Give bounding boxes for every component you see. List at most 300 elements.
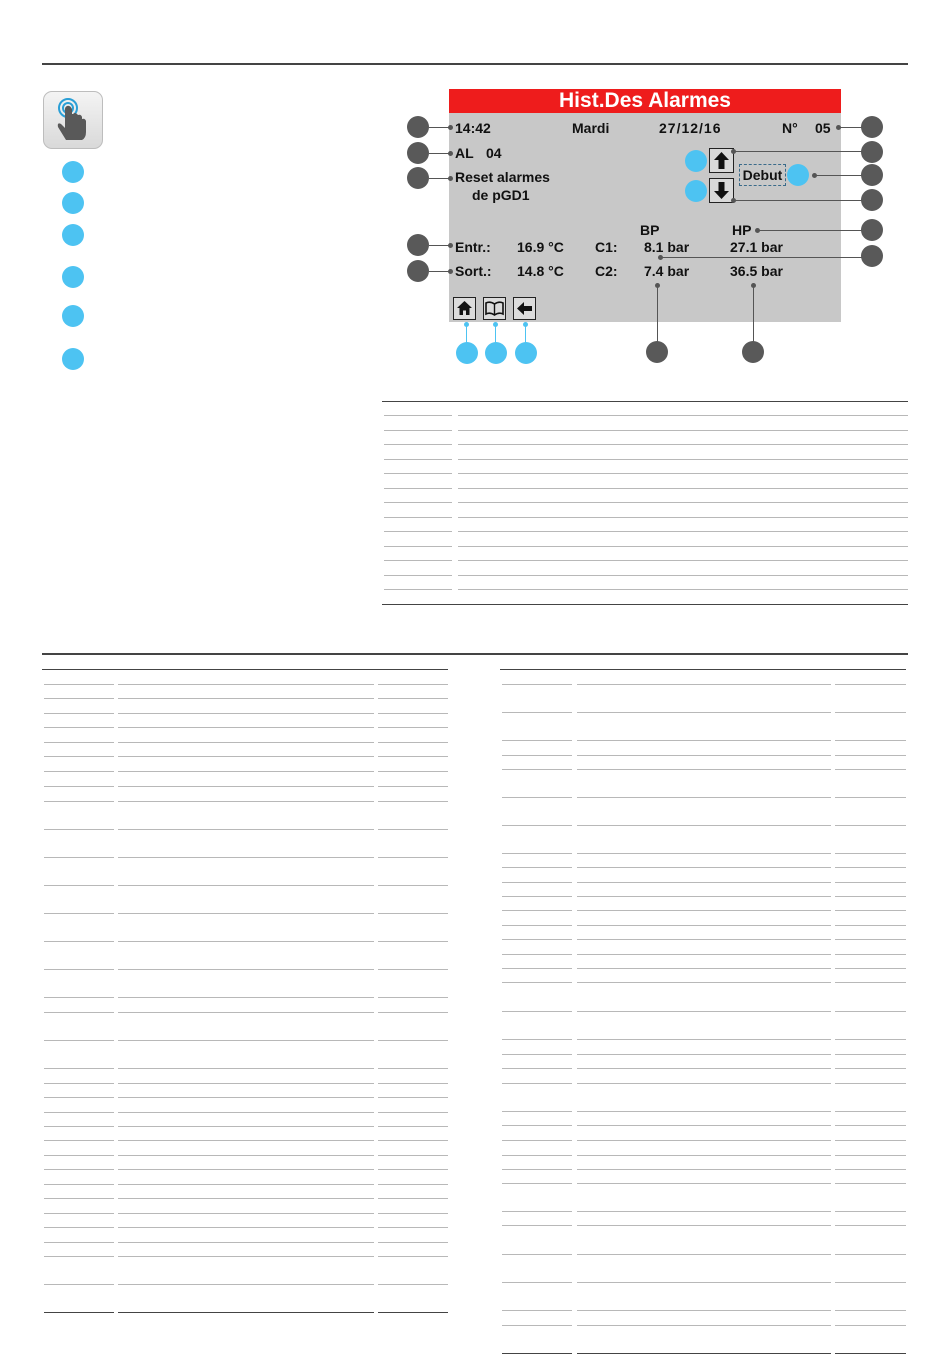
table-row-rule xyxy=(118,771,374,772)
table-row-rule xyxy=(44,1227,114,1228)
callout-marker xyxy=(407,260,429,282)
table-row-rule xyxy=(577,740,831,741)
table-row-rule xyxy=(458,488,908,489)
legend-dot xyxy=(62,266,84,288)
table-row-rule xyxy=(44,913,114,914)
table-row-rule xyxy=(384,560,452,561)
table-row-rule xyxy=(502,1111,572,1112)
legend-dot xyxy=(62,224,84,246)
callout-marker xyxy=(407,167,429,189)
table-row-rule xyxy=(502,1039,572,1040)
touch-hand-icon xyxy=(43,91,103,149)
table-row-rule xyxy=(384,473,452,474)
date-value: 27/12/16 xyxy=(659,120,722,136)
table-row-rule xyxy=(577,1140,831,1141)
callout-marker xyxy=(861,219,883,241)
table-row-rule xyxy=(378,829,448,830)
manual-button[interactable] xyxy=(483,297,506,320)
table-row-rule xyxy=(378,801,448,802)
table-row-rule xyxy=(458,560,908,561)
exit-label: Sort.: xyxy=(455,263,492,279)
table-row-rule xyxy=(378,1097,448,1098)
c2-label: C2: xyxy=(595,263,618,279)
table-row-rule xyxy=(378,1227,448,1228)
table-row-rule xyxy=(835,982,906,983)
table-row-rule xyxy=(378,771,448,772)
table-top-rule xyxy=(42,669,448,670)
table-row-rule xyxy=(502,1155,572,1156)
table-row-rule xyxy=(502,769,572,770)
table-row-rule xyxy=(118,727,374,728)
table-row-rule xyxy=(378,1213,448,1214)
callout-pin xyxy=(448,269,453,274)
table-row-rule xyxy=(378,1242,448,1243)
table-row-rule xyxy=(835,1225,906,1226)
table-row-rule xyxy=(577,1011,831,1012)
table-row-rule xyxy=(577,1310,831,1311)
callout-marker-blue xyxy=(485,342,507,364)
table-row-rule xyxy=(577,925,831,926)
table-row-rule xyxy=(378,1012,448,1013)
table-row-rule xyxy=(378,997,448,998)
callout-leader xyxy=(429,127,450,128)
entry-label: Entr.: xyxy=(455,239,491,255)
table-row-rule xyxy=(118,1068,374,1069)
callout-marker xyxy=(861,245,883,267)
table-row-rule xyxy=(502,1183,572,1184)
table-row-rule xyxy=(118,941,374,942)
table-row-rule xyxy=(378,1040,448,1041)
table-row-rule xyxy=(502,755,572,756)
callout-marker-blue xyxy=(787,164,809,186)
table-row-rule xyxy=(577,1054,831,1055)
table-row-rule xyxy=(502,896,572,897)
table-row-rule xyxy=(118,1155,374,1156)
table-row-rule xyxy=(378,1284,448,1285)
callout-pin xyxy=(448,243,453,248)
callout-marker xyxy=(861,189,883,211)
screen-title: Hist.Des Alarmes xyxy=(449,89,841,113)
table-row-rule xyxy=(577,982,831,983)
table-row-rule xyxy=(44,1242,114,1243)
table-row-rule xyxy=(835,825,906,826)
table-row-rule xyxy=(835,1211,906,1212)
callout-pin xyxy=(448,176,453,181)
table-row-rule xyxy=(118,801,374,802)
legend-dot xyxy=(62,348,84,370)
table-row-rule xyxy=(577,853,831,854)
exit-value: 14.8 °C xyxy=(517,263,564,279)
callout-leader xyxy=(657,287,658,342)
table-row-rule xyxy=(502,1140,572,1141)
table-row-rule xyxy=(384,415,452,416)
table-row-rule xyxy=(118,756,374,757)
table-row-rule xyxy=(458,430,908,431)
table-row-rule xyxy=(577,1083,831,1084)
c1-hp-value: 27.1 bar xyxy=(730,239,783,255)
table-row-rule xyxy=(458,546,908,547)
table-row-rule xyxy=(118,885,374,886)
table-row-rule xyxy=(378,756,448,757)
callout-leader xyxy=(753,287,754,342)
table-row-rule xyxy=(378,698,448,699)
table-row-rule xyxy=(44,1040,114,1041)
callout-marker-blue xyxy=(685,180,707,202)
table-row-rule xyxy=(577,882,831,883)
table-bottom-rule xyxy=(118,1312,374,1313)
table-row-rule xyxy=(118,1083,374,1084)
table-row-rule xyxy=(378,713,448,714)
table-row-rule xyxy=(118,1256,374,1257)
c1-label: C1: xyxy=(595,239,618,255)
table-row-rule xyxy=(502,867,572,868)
callout-leader xyxy=(735,200,862,201)
table-row-rule xyxy=(118,1012,374,1013)
table-row-rule xyxy=(577,867,831,868)
table-row-rule xyxy=(44,1068,114,1069)
table-row-rule xyxy=(577,1125,831,1126)
table-row-rule xyxy=(835,1183,906,1184)
table-row-rule xyxy=(384,459,452,460)
callout-leader xyxy=(735,151,862,152)
table-row-rule xyxy=(378,742,448,743)
table-row-rule xyxy=(835,925,906,926)
table-row-rule xyxy=(118,1284,374,1285)
table-row-rule xyxy=(835,968,906,969)
table-row-rule xyxy=(577,939,831,940)
table-row-rule xyxy=(44,1126,114,1127)
callout-leader xyxy=(816,175,862,176)
table-row-rule xyxy=(44,1184,114,1185)
table-row-rule xyxy=(378,969,448,970)
table-row-rule xyxy=(378,941,448,942)
table-row-rule xyxy=(835,1169,906,1170)
table-row-rule xyxy=(502,853,572,854)
table-row-rule xyxy=(44,684,114,685)
table-row-rule xyxy=(44,713,114,714)
table-row-rule xyxy=(835,1254,906,1255)
table-top-rule xyxy=(382,401,908,402)
callout-marker xyxy=(861,141,883,163)
table-row-rule xyxy=(378,1169,448,1170)
callout-marker xyxy=(861,116,883,138)
table-row-rule xyxy=(577,954,831,955)
table-row-rule xyxy=(577,755,831,756)
table-row-rule xyxy=(44,1256,114,1257)
table-row-rule xyxy=(44,941,114,942)
table-row-rule xyxy=(502,1054,572,1055)
number-value: 05 xyxy=(815,120,831,136)
table-row-rule xyxy=(44,756,114,757)
table-row-rule xyxy=(458,575,908,576)
table-row-rule xyxy=(44,771,114,772)
time-value: 14:42 xyxy=(455,120,491,136)
table-row-rule xyxy=(502,939,572,940)
table-row-rule xyxy=(502,1325,572,1326)
table-row-rule xyxy=(502,740,572,741)
callout-marker xyxy=(407,234,429,256)
callout-leader xyxy=(429,153,450,154)
table-row-rule xyxy=(378,1256,448,1257)
table-row-rule xyxy=(502,1169,572,1170)
callout-marker xyxy=(407,116,429,138)
table-row-rule xyxy=(502,925,572,926)
table-bottom-rule xyxy=(502,1353,572,1354)
table-row-rule xyxy=(835,712,906,713)
callout-marker-blue xyxy=(515,342,537,364)
table-row-rule xyxy=(44,742,114,743)
table-row-rule xyxy=(502,797,572,798)
back-button[interactable] xyxy=(513,297,536,320)
callout-leader xyxy=(759,230,862,231)
table-row-rule xyxy=(502,1225,572,1226)
table-row-rule xyxy=(577,1211,831,1212)
table-row-rule xyxy=(577,968,831,969)
table-row-rule xyxy=(577,896,831,897)
table-row-rule xyxy=(378,1112,448,1113)
table-row-rule xyxy=(44,857,114,858)
table-row-rule xyxy=(118,829,374,830)
table-row-rule xyxy=(384,444,452,445)
table-row-rule xyxy=(502,1011,572,1012)
table-row-rule xyxy=(378,1140,448,1141)
table-row-rule xyxy=(44,698,114,699)
number-label: N° xyxy=(782,120,798,136)
table-row-rule xyxy=(118,1040,374,1041)
callout-marker-blue xyxy=(685,150,707,172)
table-row-rule xyxy=(577,1225,831,1226)
table-row-rule xyxy=(502,968,572,969)
table-row-rule xyxy=(835,882,906,883)
table-row-rule xyxy=(502,1282,572,1283)
table-row-rule xyxy=(378,857,448,858)
table-bottom-rule xyxy=(835,1353,906,1354)
table-row-rule xyxy=(835,755,906,756)
table-row-rule xyxy=(378,1083,448,1084)
table-row-rule xyxy=(44,1213,114,1214)
table-row-rule xyxy=(577,825,831,826)
book-icon xyxy=(484,298,505,319)
table-row-rule xyxy=(118,1126,374,1127)
table-row-rule xyxy=(835,853,906,854)
section-divider-rule xyxy=(42,653,908,655)
table-row-rule xyxy=(835,939,906,940)
table-row-rule xyxy=(118,713,374,714)
table-row-rule xyxy=(502,825,572,826)
table-row-rule xyxy=(384,589,452,590)
table-row-rule xyxy=(835,1111,906,1112)
table-row-rule xyxy=(118,684,374,685)
alarm-code: 04 xyxy=(486,145,502,161)
table-row-rule xyxy=(835,1011,906,1012)
table-row-rule xyxy=(378,1184,448,1185)
callout-marker xyxy=(407,142,429,164)
table-row-rule xyxy=(502,882,572,883)
table-row-rule xyxy=(835,1325,906,1326)
table-bottom-rule xyxy=(382,604,908,605)
debut-button[interactable]: Debut xyxy=(739,164,786,186)
callout-leader xyxy=(429,178,450,179)
table-row-rule xyxy=(378,1068,448,1069)
table-row-rule xyxy=(384,502,452,503)
table-row-rule xyxy=(378,1198,448,1199)
table-row-rule xyxy=(577,1155,831,1156)
table-row-rule xyxy=(502,982,572,983)
callout-pin xyxy=(448,125,453,130)
table-row-rule xyxy=(44,801,114,802)
table-bottom-rule xyxy=(378,1312,448,1313)
bp-header: BP xyxy=(640,222,660,238)
table-row-rule xyxy=(502,1083,572,1084)
table-row-rule xyxy=(577,712,831,713)
table-row-rule xyxy=(384,531,452,532)
table-top-rule xyxy=(500,669,906,670)
c1-bp-value: 8.1 bar xyxy=(644,239,690,255)
table-row-rule xyxy=(118,1184,374,1185)
c2-hp-value: 36.5 bar xyxy=(730,263,783,279)
table-row-rule xyxy=(44,1169,114,1170)
table-row-rule xyxy=(378,727,448,728)
back-arrow-icon xyxy=(514,298,535,319)
alarm-history-screen xyxy=(449,89,841,322)
legend-dot xyxy=(62,305,84,327)
table-row-rule xyxy=(118,969,374,970)
table-row-rule xyxy=(458,444,908,445)
table-row-rule xyxy=(44,1284,114,1285)
table-row-rule xyxy=(118,1169,374,1170)
c2-bp-value: 7.4 bar xyxy=(644,263,690,279)
table-row-rule xyxy=(502,712,572,713)
table-row-rule xyxy=(835,684,906,685)
table-row-rule xyxy=(44,829,114,830)
callout-leader xyxy=(840,127,862,128)
callout-marker-blue xyxy=(456,342,478,364)
arrow-down-icon xyxy=(710,179,733,202)
table-row-rule xyxy=(118,857,374,858)
hp-header: HP xyxy=(732,222,752,238)
table-row-rule xyxy=(835,1125,906,1126)
table-row-rule xyxy=(577,684,831,685)
table-row-rule xyxy=(577,797,831,798)
table-row-rule xyxy=(835,1155,906,1156)
table-row-rule xyxy=(502,1310,572,1311)
callout-leader xyxy=(662,257,862,258)
table-row-rule xyxy=(502,684,572,685)
callout-leader xyxy=(429,245,450,246)
table-row-rule xyxy=(835,1282,906,1283)
table-row-rule xyxy=(378,913,448,914)
table-row-rule xyxy=(458,415,908,416)
table-row-rule xyxy=(384,488,452,489)
table-row-rule xyxy=(44,1155,114,1156)
table-row-rule xyxy=(44,1012,114,1013)
table-row-rule xyxy=(502,1125,572,1126)
table-row-rule xyxy=(577,1068,831,1069)
table-row-rule xyxy=(502,1254,572,1255)
legend-dot xyxy=(62,161,84,183)
table-row-rule xyxy=(458,459,908,460)
table-row-rule xyxy=(44,885,114,886)
table-row-rule xyxy=(118,913,374,914)
table-row-rule xyxy=(384,546,452,547)
table-row-rule xyxy=(577,1111,831,1112)
callout-pin xyxy=(448,151,453,156)
table-row-rule xyxy=(835,1140,906,1141)
table-row-rule xyxy=(458,502,908,503)
table-row-rule xyxy=(44,1097,114,1098)
table-row-rule xyxy=(577,910,831,911)
table-row-rule xyxy=(458,473,908,474)
alarm-message-line1: Reset alarmes xyxy=(455,169,550,185)
table-row-rule xyxy=(835,1068,906,1069)
table-row-rule xyxy=(378,885,448,886)
callout-marker xyxy=(742,341,764,363)
table-row-rule xyxy=(458,589,908,590)
table-row-rule xyxy=(44,1083,114,1084)
table-row-rule xyxy=(577,1282,831,1283)
table-row-rule xyxy=(502,1211,572,1212)
table-row-rule xyxy=(577,1254,831,1255)
table-row-rule xyxy=(44,1112,114,1113)
table-row-rule xyxy=(835,740,906,741)
table-row-rule xyxy=(118,1198,374,1199)
table-row-rule xyxy=(502,954,572,955)
home-button[interactable] xyxy=(453,297,476,320)
table-row-rule xyxy=(118,698,374,699)
table-row-rule xyxy=(502,910,572,911)
table-row-rule xyxy=(458,531,908,532)
table-row-rule xyxy=(118,1140,374,1141)
table-bottom-rule xyxy=(44,1312,114,1313)
arrow-up-icon xyxy=(710,149,733,172)
table-row-rule xyxy=(577,769,831,770)
table-row-rule xyxy=(835,1054,906,1055)
table-row-rule xyxy=(835,1039,906,1040)
table-row-rule xyxy=(44,969,114,970)
table-row-rule xyxy=(835,867,906,868)
table-row-rule xyxy=(118,997,374,998)
table-row-rule xyxy=(384,575,452,576)
table-row-rule xyxy=(577,1169,831,1170)
entry-value: 16.9 °C xyxy=(517,239,564,255)
table-row-rule xyxy=(378,684,448,685)
callout-marker xyxy=(646,341,668,363)
table-row-rule xyxy=(384,430,452,431)
table-row-rule xyxy=(502,1068,572,1069)
table-row-rule xyxy=(44,1140,114,1141)
table-row-rule xyxy=(835,910,906,911)
table-row-rule xyxy=(835,896,906,897)
alarm-label: AL xyxy=(455,145,474,161)
table-row-rule xyxy=(577,1039,831,1040)
table-row-rule xyxy=(118,1097,374,1098)
table-row-rule xyxy=(835,797,906,798)
table-row-rule xyxy=(384,517,452,518)
table-bottom-rule xyxy=(577,1353,831,1354)
table-row-rule xyxy=(44,786,114,787)
table-row-rule xyxy=(835,1310,906,1311)
table-row-rule xyxy=(378,1155,448,1156)
table-row-rule xyxy=(118,1242,374,1243)
table-row-rule xyxy=(835,1083,906,1084)
table-row-rule xyxy=(458,517,908,518)
table-row-rule xyxy=(577,1183,831,1184)
page-top-rule xyxy=(42,63,908,65)
table-row-rule xyxy=(835,954,906,955)
table-row-rule xyxy=(118,1227,374,1228)
table-row-rule xyxy=(44,997,114,998)
legend-dot xyxy=(62,192,84,214)
